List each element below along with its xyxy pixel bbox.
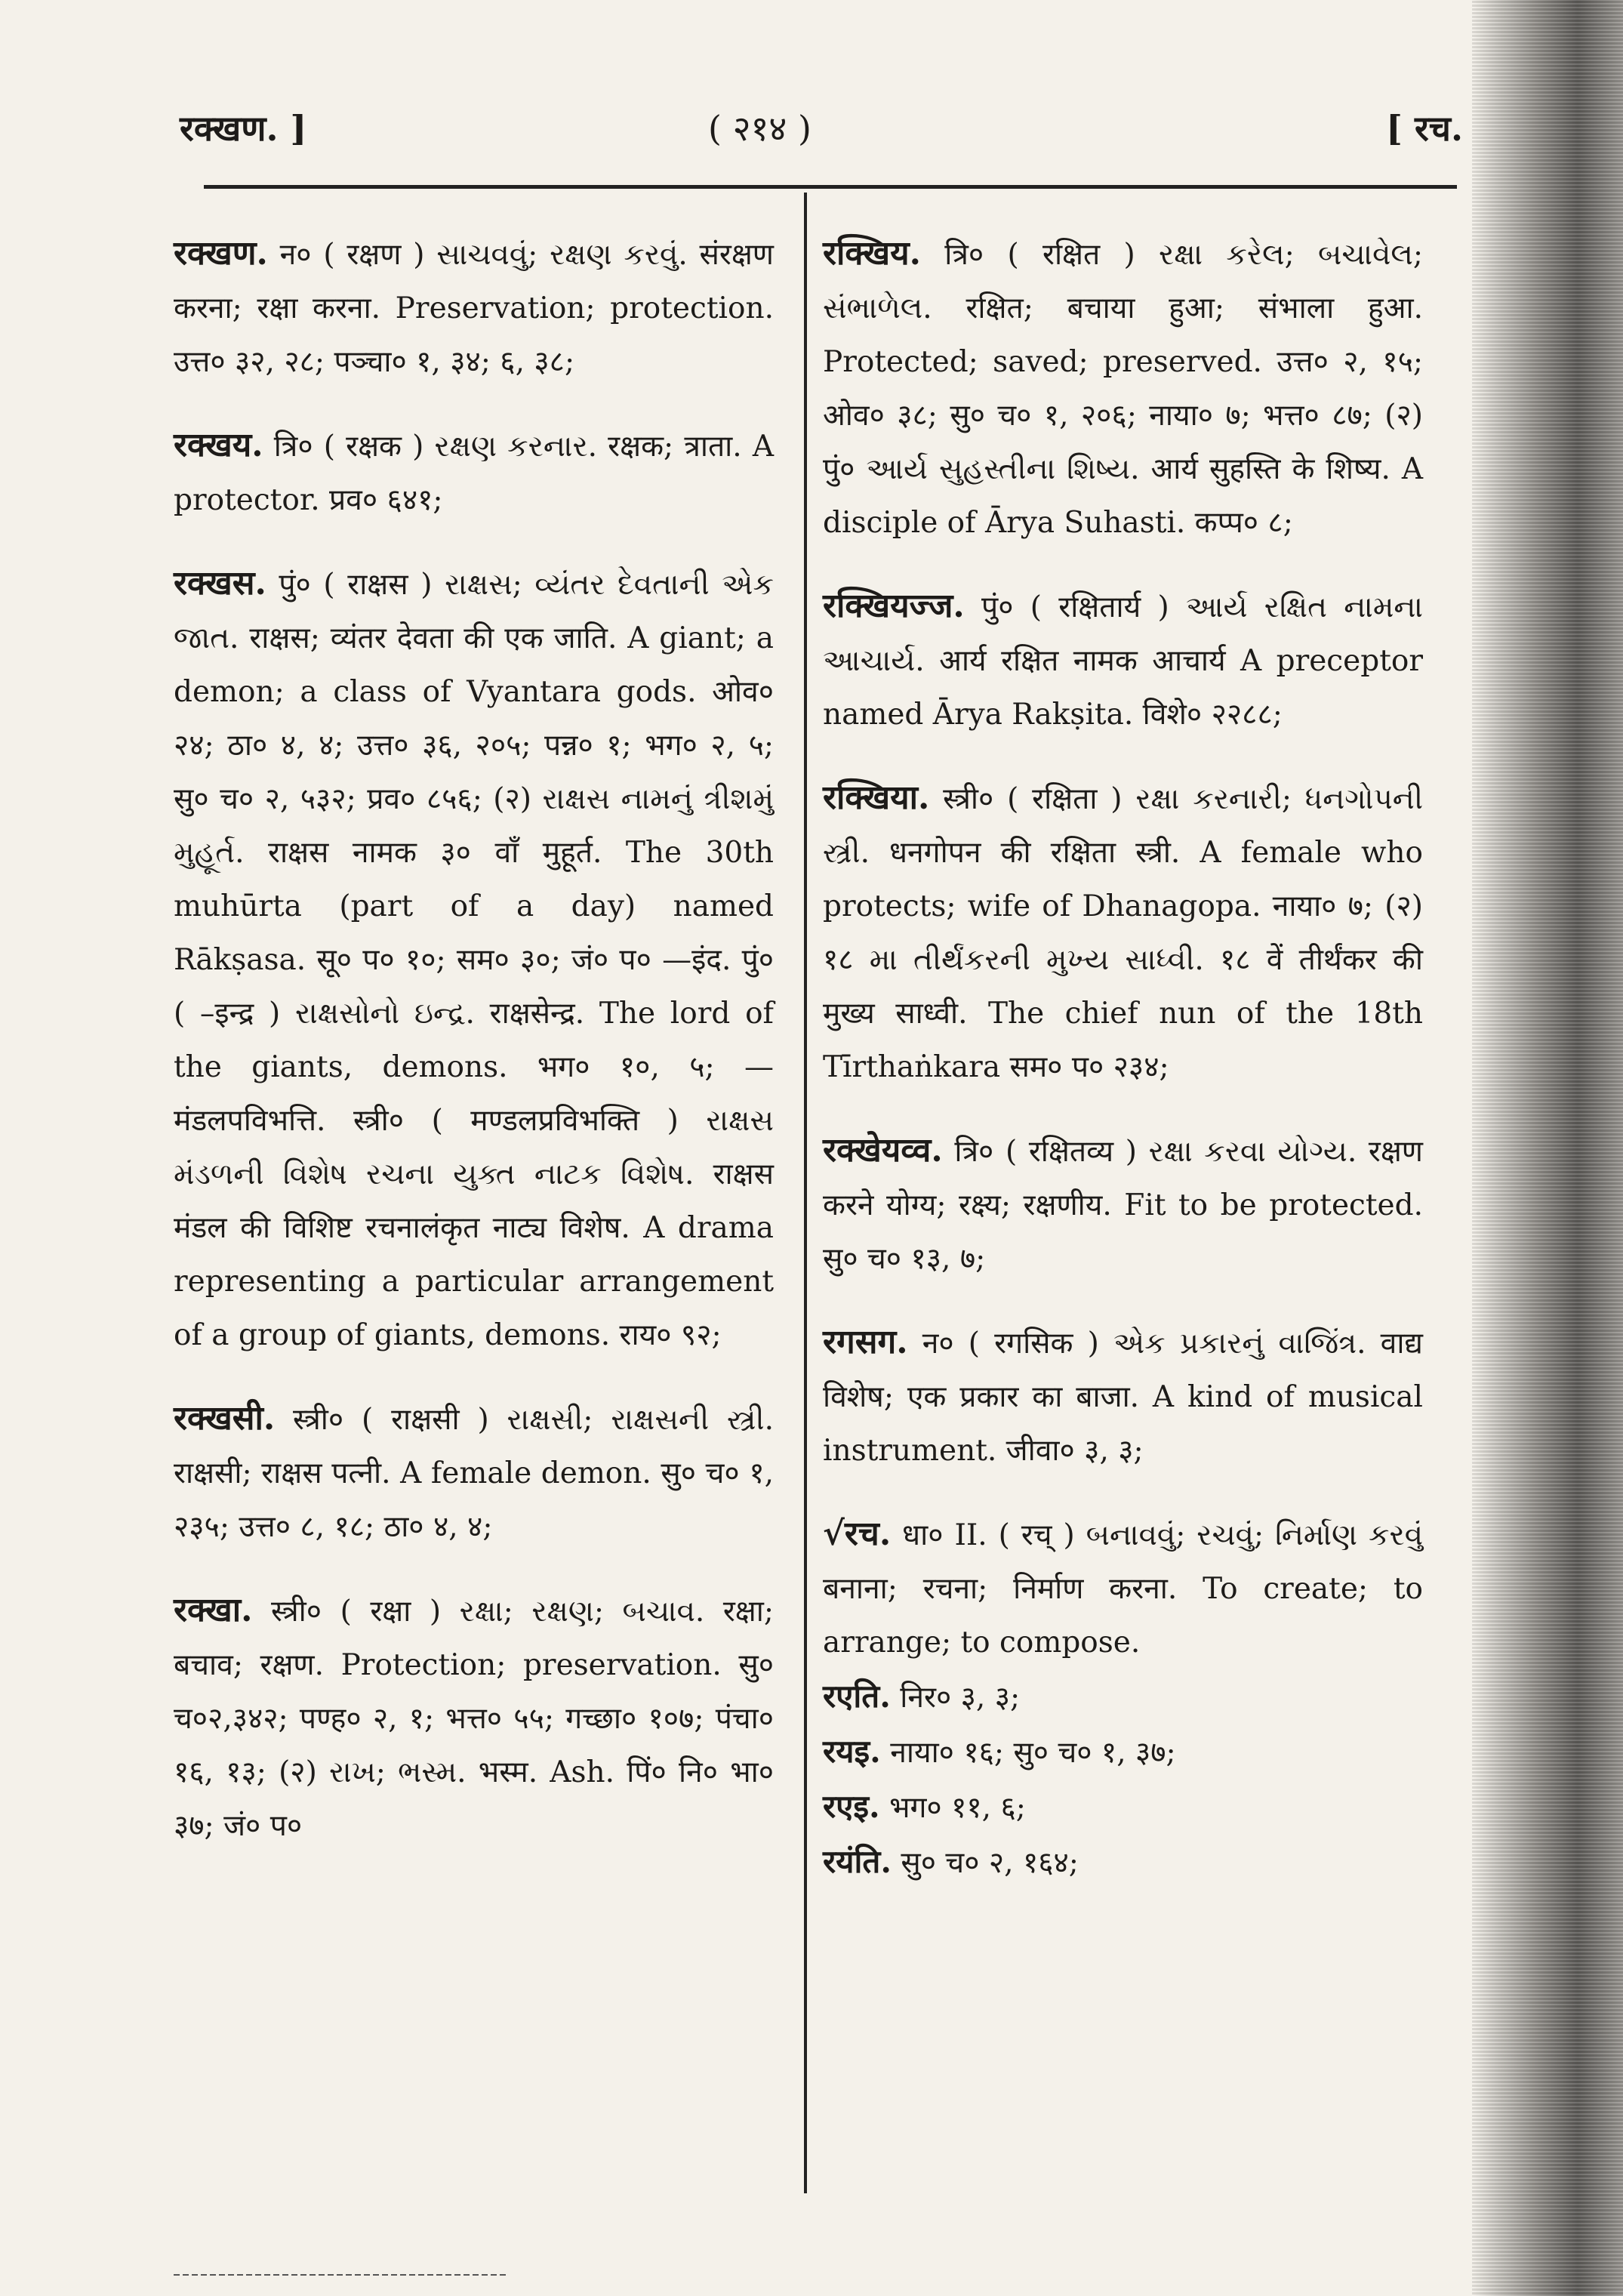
- entry-definition: पुं० ( रक्षितार्य ) આર્ય રક્ષિત નામના આચાર્ય. आर्य रक्षित नामक आचार्य A preceptor named Ārya Rakṣita. विशे० २२८८;: [823, 590, 1423, 732]
- entry-headword: रक्खा.: [174, 1591, 253, 1629]
- dictionary-entry: [823, 579, 1423, 741]
- entry-headword: रक्खण.: [174, 234, 268, 273]
- entry-definition: धा० II. ( रच् ) બનાવવું; રચવું; નિર્માણ કરવું बनाना; रचना; निर्माण करना. To create; to arrange; to compose.: [823, 1518, 1423, 1660]
- entry-definition: स्त्री० ( राक्षसी ) રાક્ષસી; રાક્ષસની સ્ત્રી. राक्षसी; राक्षस पत्नी. A female demon. सु० च० १, २३५; उत्त० ८, १८; ठा० ४, ४;: [174, 1403, 774, 1544]
- entry-definition: पुं० ( राक्षस ) રાક્ષસ; વ્યંતર દેવતાની એક જાત. राक्षस; व्यंतर देवता की एक जाति. A giant; a demon; a class of Vyantara gods. ओव० २४; ठा० ४, ४; उत्त० ३६, २०५; पन्न० १; भग० २, ५; सु० च० २, ५३२; प्रव० ८५६; (२) રાક્ષસ નામનું ત્રીશમું મુહૂર્ત. राक्षस नामक ३० वाँ मुहूर्त. The 30th muhūrta (part of a day) named Rākṣasa. सू० प० १०; सम० ३०; जं० प० —इंद. पुं० ( –इन्द्र ) રાક્ષસોનો ઇન્દ્ર. राक्षसेन्द्र. The lord of the giants, demons. भग० १०, ५; —मंडलपविभत्ति. स्त्री० ( मण्डलप्रविभक्ति ) રાક્ષસ મંડળની વિશેષ રચના યુક્ત નાટક વિશેષ. राक्षस मंडल की विशिष्ट रचनालंकृत नाट्य विशेष. A drama representing a particular arrangement of a group of giants, demons. राय० ९२;: [174, 568, 774, 1352]
- page-binding-shadow: [1472, 0, 1623, 2296]
- dictionary-entry: [174, 1391, 774, 1554]
- verb-form-reference: निर० ३, ३;: [900, 1681, 1021, 1715]
- entry-definition: स्त्री० ( रक्षा ) રક્ષા; રક્ષણ; બચાવ. रक्षा; बचाव; रक्षण. Protection; preservation. सु० च०२,३४२; पण्ह० २, १; भत्त० ५५; गच्छा० १०७; पंचा० १६, १३; (२) રાખ; ભસ્મ. भस्म. Ash. पिं० नि० भा० ३७; जं० प०: [174, 1595, 774, 1843]
- entry-headword: √रच.: [823, 1515, 892, 1553]
- entry-headword: रक्खस.: [174, 564, 266, 603]
- dictionary-entry: [174, 556, 774, 1362]
- verb-form: [823, 1669, 1423, 1724]
- entry-definition: न० ( रक्षण ) સાચવવું; રક્ષણ કરવું. संरक्षण करना; रक्षा करना. Preservation; protection. उत्त० ३२, २८; पञ्चा० १, ३४; ६, ३८;: [174, 238, 774, 379]
- entry-headword: रक्खय.: [174, 426, 263, 464]
- verb-form: [823, 1724, 1423, 1780]
- entry-headword: रक्खियज्ज.: [823, 587, 965, 625]
- verb-form: [823, 1780, 1423, 1835]
- verb-form-reference: भग० ११, ६;: [889, 1791, 1026, 1825]
- entry-headword: रक्खसी.: [174, 1399, 276, 1438]
- right-column: [823, 227, 1423, 1890]
- verb-form-reference: सु० च० २, १६४;: [901, 1846, 1079, 1880]
- entry-definition: त्रि० ( रक्षितव्य ) રક્ષા કરવા યોગ્ય. रक्षण करने योग्य; रक्ष्य; रक्षणीय. Fit to be protected. सु० च० १३, ७;: [823, 1135, 1423, 1276]
- dictionary-entry: [823, 227, 1423, 550]
- entry-definition: त्रि० ( रक्षक ) રક્ષણ કરનાર. रक्षक; त्राता. A protector. प्रव० ६४१;: [174, 430, 774, 517]
- dictionary-entry: [174, 227, 774, 389]
- left-column: [174, 227, 774, 1857]
- page-header: [180, 104, 1463, 165]
- entry-definition: स्त्री० ( रक्षिता ) રક્ષા કરનારી; ધનગોપની સ્ત્રી. धनगोपन की रक्षिता स्त्री. A female who protects; wife of Dhanagopa. नाया० ७; (२) १८ મા તીર્થંકરની મુખ્ય સાધ્વી. १८ वें तीर्थंकर की मुख्य साध्वी. The chief nun of the 18th Tīrthaṅkara सम० प० २३४;: [823, 782, 1423, 1084]
- dictionary-entry: [823, 1315, 1423, 1478]
- dictionary-entry: [823, 1507, 1423, 1669]
- header-right-guideword: [ रच.: [1386, 108, 1463, 149]
- verb-form-headword: रएति.: [823, 1678, 891, 1715]
- dictionary-entry: [174, 418, 774, 527]
- entry-definition: त्रि० ( रक्षित ) રક્ષા કરેલ; બચાવેલ; સંભાળેલ. रक्षित; बचाया हुआ; संभाला हुआ. Protected; saved; preserved. उत्त० २, १५; ओव० ३८; सु० च० १, २०६; नाया० ७; भत्त० ८७; (२) पुं० આર્ય સુહસ્તીના શિષ્ય. आर्य सुहस्ति के शिष्य. A disciple of Ārya Suhasti. कप्प० ८;: [823, 238, 1424, 540]
- verb-form-headword: रयंति.: [823, 1843, 892, 1880]
- dictionary-entry: [174, 1583, 774, 1853]
- dictionary-entry: [823, 1123, 1423, 1286]
- header-rule: [204, 185, 1457, 189]
- page-number: ( २१४ ): [708, 108, 812, 149]
- entry-headword: रक्खिया.: [823, 778, 930, 817]
- entry-headword: रक्खिय.: [823, 234, 921, 273]
- header-left-guideword: रक्खण. ]: [180, 108, 307, 149]
- dictionary-entry: [823, 771, 1423, 1094]
- entry-headword: रगसग.: [823, 1323, 908, 1361]
- verb-form-reference: नाया० १६; सु० च० १, ३७;: [890, 1736, 1176, 1770]
- entry-headword: रक्खेयव्व.: [823, 1131, 943, 1170]
- verb-form: [823, 1835, 1423, 1890]
- verb-form-headword: रयइ.: [823, 1733, 881, 1770]
- entry-definition: न० ( रगसिक ) એક પ્રકારનું વાજિંત્ર. वाद्य विशेष; एक प्रकार का बाजा. A kind of musical instrument. जीवा० ३, ३;: [823, 1327, 1423, 1468]
- bottom-dotted-rule: [174, 2274, 506, 2276]
- verb-form-headword: रएइ.: [823, 1788, 880, 1825]
- column-divider: [804, 193, 807, 2193]
